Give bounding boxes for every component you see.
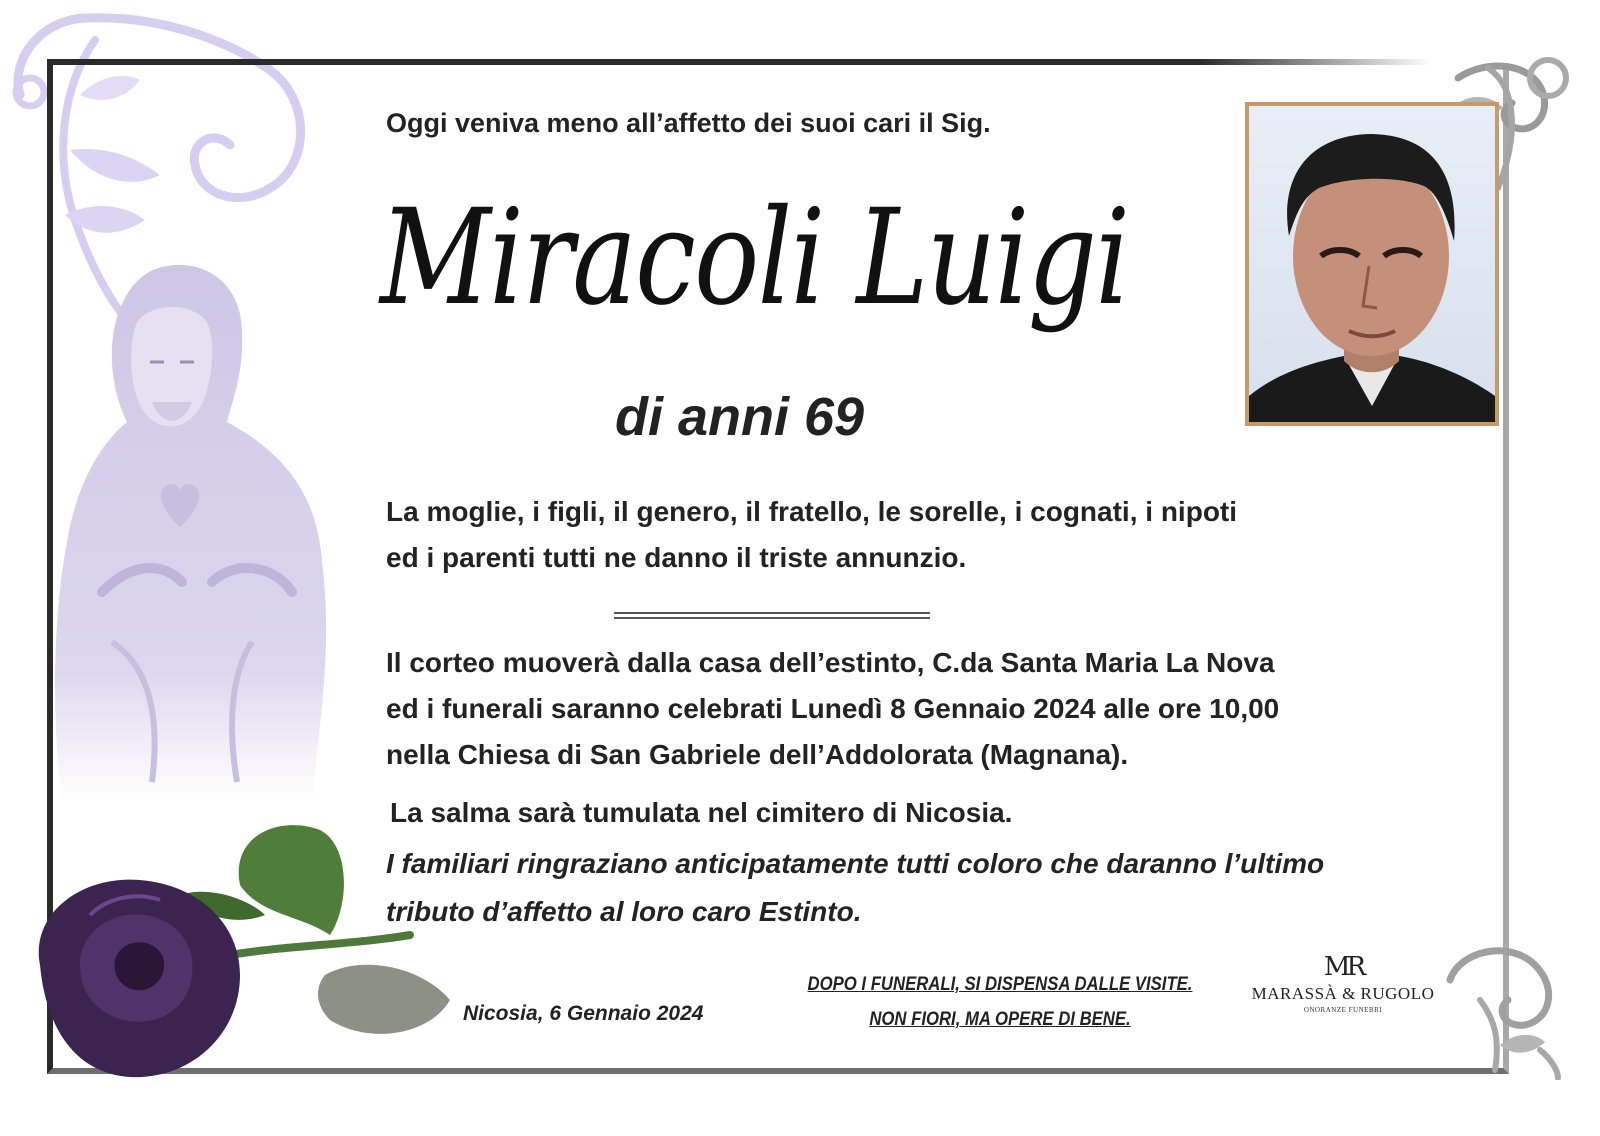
funeral-line: Il corteo muoverà dalla casa dell’estinto, C.da Santa Maria La Nova <box>386 647 1275 678</box>
double-divider <box>614 612 930 619</box>
deceased-name: Miracoli Luigi <box>380 181 1129 335</box>
burial-line: La salma sarà tumulata nel cimitero di Nicosia. <box>390 797 1013 828</box>
funeral-line: nella Chiesa di San Gabriele dell’Addolorata (Magnana). <box>386 739 1129 770</box>
family-announcement <box>386 489 1386 581</box>
logo-monogram: MR <box>1323 952 1363 982</box>
funeral-home-logo <box>1248 952 1438 1014</box>
thanks-text <box>386 840 1386 936</box>
deceased-portrait-photo <box>1245 102 1499 426</box>
portrait-image <box>1249 106 1495 422</box>
grey-swirl-ornament-bottom <box>1440 940 1580 1080</box>
request-line: DOPO I FUNERALI, SI DISPENSA DALLE VISITE. <box>807 974 1193 995</box>
family-line: La moglie, i figli, il genero, il fratello, le sorelle, i cognati, i nipoti <box>386 496 1238 527</box>
logo-subtitle: ONORANZE FUNEBRI <box>1303 1006 1383 1014</box>
funeral-details <box>386 640 1386 778</box>
place-date: Nicosia, 6 Gennaio 2024 <box>463 1002 704 1025</box>
request-line: NON FIORI, MA OPERE DI BENE. <box>869 1009 1131 1030</box>
thanks-line: I familiari ringraziano anticipatamente tutti coloro che daranno l’ultimo <box>386 848 1325 879</box>
thanks-line: tributo d’affetto al loro caro Estinto. <box>386 896 862 927</box>
sacred-heart-statue-image <box>52 262 342 802</box>
age-text: di anni 69 <box>615 387 865 447</box>
logo-name: MARASSÀ & RUGOLO <box>1251 984 1435 1003</box>
requests-notice <box>770 967 1230 1037</box>
family-line: ed i parenti tutti ne danno il triste annunzio. <box>386 542 967 573</box>
intro-text: Oggi veniva meno all’affetto dei suoi cari il Sig. <box>386 108 991 138</box>
burial-text <box>390 790 1390 836</box>
funeral-line: ed i funerali saranno celebrati Lunedì 8 Gennaio 2024 alle ore 10,00 <box>386 693 1280 724</box>
